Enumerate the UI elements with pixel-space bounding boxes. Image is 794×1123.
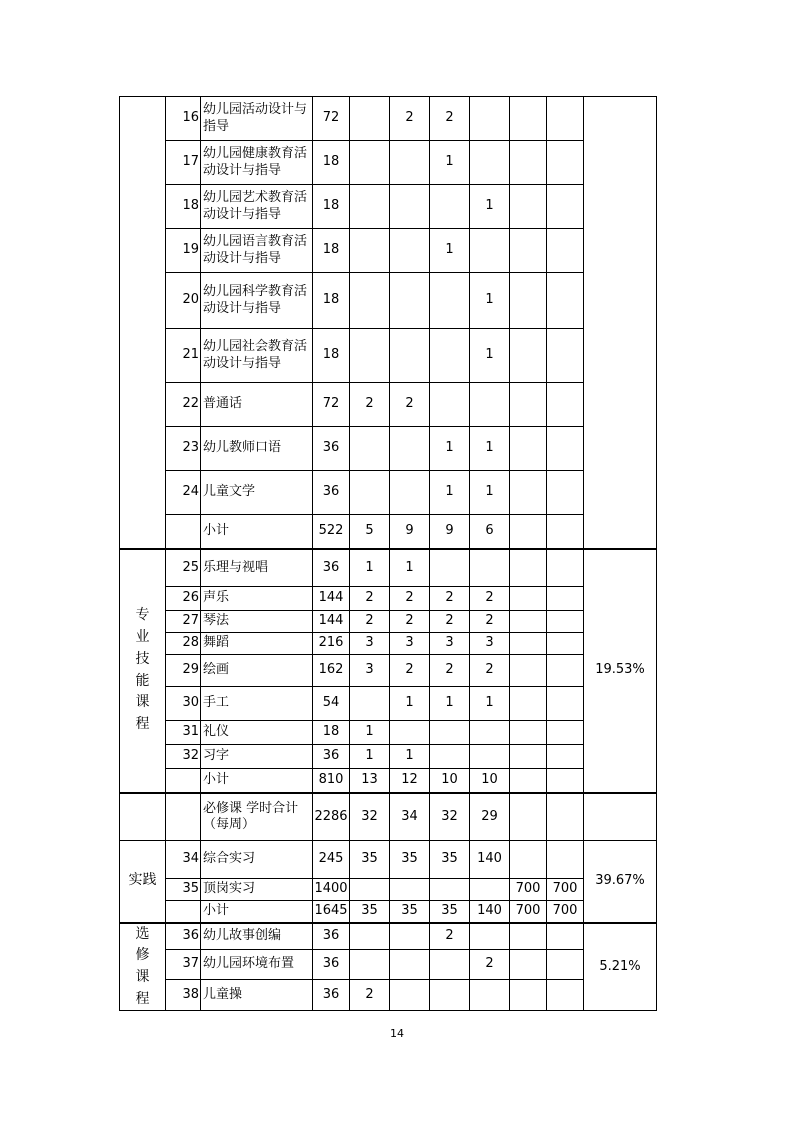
course-number: 35	[166, 879, 201, 901]
semester-hours-s2: 2	[390, 611, 430, 633]
course-number: 29	[166, 655, 201, 687]
semester-hours-s3: 10	[430, 769, 470, 793]
course-hours: 18	[313, 329, 350, 383]
semester-hours-s6	[547, 273, 584, 329]
table-row	[120, 515, 657, 549]
course-name: 综合实习	[201, 841, 313, 879]
semester-hours-s4	[470, 980, 510, 1011]
semester-hours-s4: 2	[470, 587, 510, 611]
semester-hours-s6	[547, 471, 584, 515]
semester-hours-s5	[510, 587, 547, 611]
semester-hours-s5: 700	[510, 879, 547, 901]
percent-cell	[584, 97, 657, 549]
semester-hours-s3: 35	[430, 841, 470, 879]
semester-hours-s6	[547, 427, 584, 471]
semester-hours-s4: 1	[470, 185, 510, 229]
semester-hours-s4: 1	[470, 427, 510, 471]
semester-hours-s2: 2	[390, 587, 430, 611]
table-row	[120, 949, 657, 980]
semester-hours-s4: 1	[470, 687, 510, 721]
semester-hours-s5	[510, 229, 547, 273]
table-row	[120, 549, 657, 587]
semester-hours-s5	[510, 633, 547, 655]
table-row	[120, 745, 657, 769]
course-number: 16	[166, 97, 201, 141]
semester-hours-s6	[547, 587, 584, 611]
semester-hours-s1	[350, 923, 390, 950]
semester-hours-s3	[430, 879, 470, 901]
course-name: 幼儿园社会教育活动设计与指导	[201, 329, 313, 383]
course-hours: 162	[313, 655, 350, 687]
semester-hours-s4	[470, 97, 510, 141]
course-name: 幼儿园艺术教育活动设计与指导	[201, 185, 313, 229]
course-hours: 1645	[313, 901, 350, 923]
required-total-label: 必修课 学时合计（每周）	[201, 793, 313, 841]
required-total-row	[120, 793, 657, 841]
semester-hours-s2: 1	[390, 549, 430, 587]
course-number: 18	[166, 185, 201, 229]
semester-hours-s2	[390, 721, 430, 745]
semester-hours-s1: 1	[350, 721, 390, 745]
semester-hours-s3	[430, 980, 470, 1011]
semester-hours-s2: 2	[390, 97, 430, 141]
course-number: 23	[166, 427, 201, 471]
semester-hours-s1	[350, 879, 390, 901]
semester-hours-s4	[470, 383, 510, 427]
course-name: 普通话	[201, 383, 313, 427]
semester-hours-s6	[547, 549, 584, 587]
required-total-s2: 34	[390, 793, 430, 841]
semester-hours-s3	[430, 549, 470, 587]
semester-hours-s4	[470, 745, 510, 769]
semester-hours-s4	[470, 549, 510, 587]
course-hours: 144	[313, 611, 350, 633]
semester-hours-s2	[390, 229, 430, 273]
semester-hours-s3: 1	[430, 141, 470, 185]
table-row	[120, 721, 657, 745]
semester-hours-s1	[350, 427, 390, 471]
course-hours: 36	[313, 949, 350, 980]
semester-hours-s5	[510, 721, 547, 745]
semester-hours-s6	[547, 769, 584, 793]
semester-hours-s3	[430, 721, 470, 745]
table-row	[120, 427, 657, 471]
course-hours: 18	[313, 721, 350, 745]
course-hours: 36	[313, 549, 350, 587]
course-hours: 36	[313, 427, 350, 471]
semester-hours-s1: 35	[350, 841, 390, 879]
course-hours: 522	[313, 515, 350, 549]
semester-hours-s3	[430, 273, 470, 329]
semester-hours-s6	[547, 655, 584, 687]
page-number: 14	[390, 1027, 404, 1040]
semester-hours-s4	[470, 721, 510, 745]
required-total-s5	[510, 793, 547, 841]
semester-hours-s3: 9	[430, 515, 470, 549]
course-hours: 810	[313, 769, 350, 793]
semester-hours-s4	[470, 229, 510, 273]
semester-hours-s2: 1	[390, 745, 430, 769]
category-cell	[120, 97, 166, 549]
course-name: 儿童文学	[201, 471, 313, 515]
table-row	[120, 97, 657, 141]
course-name: 幼儿园环境布置	[201, 949, 313, 980]
semester-hours-s2	[390, 427, 430, 471]
course-hours: 216	[313, 633, 350, 655]
table-body	[120, 97, 657, 1011]
course-name: 儿童操	[201, 980, 313, 1011]
course-hours: 144	[313, 587, 350, 611]
semester-hours-s4: 140	[470, 901, 510, 923]
semester-hours-s5	[510, 141, 547, 185]
semester-hours-s6	[547, 329, 584, 383]
semester-hours-s1	[350, 185, 390, 229]
course-number: 20	[166, 273, 201, 329]
semester-hours-s5	[510, 611, 547, 633]
required-total-hours: 2286	[313, 793, 350, 841]
semester-hours-s3	[430, 185, 470, 229]
semester-hours-s2	[390, 923, 430, 950]
semester-hours-s2	[390, 980, 430, 1011]
table-row	[120, 923, 657, 950]
semester-hours-s3: 2	[430, 611, 470, 633]
semester-hours-s2	[390, 329, 430, 383]
table-row	[120, 841, 657, 879]
course-hours: 18	[313, 273, 350, 329]
course-number	[166, 901, 201, 923]
course-name: 习字	[201, 745, 313, 769]
course-hours: 18	[313, 229, 350, 273]
semester-hours-s3: 2	[430, 923, 470, 950]
semester-hours-s6	[547, 923, 584, 950]
course-hours: 245	[313, 841, 350, 879]
semester-hours-s1	[350, 229, 390, 273]
percent-practice: 39.67%	[584, 841, 657, 923]
course-name: 声乐	[201, 587, 313, 611]
required-total-s3: 32	[430, 793, 470, 841]
course-number	[166, 515, 201, 549]
course-number: 19	[166, 229, 201, 273]
course-name: 礼仪	[201, 721, 313, 745]
semester-hours-s1: 3	[350, 655, 390, 687]
semester-hours-s5	[510, 97, 547, 141]
semester-hours-s1	[350, 97, 390, 141]
semester-hours-s6	[547, 633, 584, 655]
course-number: 24	[166, 471, 201, 515]
semester-hours-s2	[390, 471, 430, 515]
course-number: 38	[166, 980, 201, 1011]
course-name: 小计	[201, 901, 313, 923]
semester-hours-s3: 3	[430, 633, 470, 655]
semester-hours-s3: 2	[430, 97, 470, 141]
semester-hours-s4: 2	[470, 655, 510, 687]
semester-hours-s6	[547, 980, 584, 1011]
semester-hours-s1: 2	[350, 611, 390, 633]
semester-hours-s3: 1	[430, 229, 470, 273]
course-name: 幼儿故事创编	[201, 923, 313, 950]
semester-hours-s5	[510, 273, 547, 329]
semester-hours-s4	[470, 141, 510, 185]
semester-hours-s5	[510, 980, 547, 1011]
course-name: 绘画	[201, 655, 313, 687]
semester-hours-s5	[510, 383, 547, 427]
semester-hours-s5	[510, 655, 547, 687]
required-category-empty	[120, 793, 166, 841]
semester-hours-s2: 2	[390, 655, 430, 687]
course-number: 32	[166, 745, 201, 769]
semester-hours-s2: 35	[390, 901, 430, 923]
course-number: 28	[166, 633, 201, 655]
semester-hours-s1: 2	[350, 980, 390, 1011]
semester-hours-s2: 1	[390, 687, 430, 721]
course-name: 乐理与视唱	[201, 549, 313, 587]
semester-hours-s4: 1	[470, 471, 510, 515]
semester-hours-s1: 2	[350, 383, 390, 427]
semester-hours-s2	[390, 185, 430, 229]
course-name: 幼儿园健康教育活动设计与指导	[201, 141, 313, 185]
table-row	[120, 329, 657, 383]
semester-hours-s6	[547, 841, 584, 879]
semester-hours-s6	[547, 611, 584, 633]
semester-hours-s3	[430, 329, 470, 383]
table-row	[120, 471, 657, 515]
semester-hours-s2: 9	[390, 515, 430, 549]
table-row	[120, 587, 657, 611]
semester-hours-s6	[547, 687, 584, 721]
course-number: 25	[166, 549, 201, 587]
semester-hours-s6	[547, 949, 584, 980]
course-hours: 54	[313, 687, 350, 721]
course-number: 30	[166, 687, 201, 721]
table-row	[120, 185, 657, 229]
semester-hours-s3	[430, 383, 470, 427]
curriculum-table	[119, 96, 657, 1011]
course-name: 幼儿园语言教育活动设计与指导	[201, 229, 313, 273]
semester-hours-s4: 1	[470, 329, 510, 383]
course-name: 幼儿园科学教育活动设计与指导	[201, 273, 313, 329]
course-number: 37	[166, 949, 201, 980]
semester-hours-s1: 2	[350, 587, 390, 611]
semester-hours-s4: 3	[470, 633, 510, 655]
semester-hours-s1: 5	[350, 515, 390, 549]
semester-hours-s5	[510, 841, 547, 879]
table-row	[120, 611, 657, 633]
semester-hours-s1	[350, 141, 390, 185]
table-row	[120, 383, 657, 427]
table-row	[120, 769, 657, 793]
semester-hours-s6	[547, 515, 584, 549]
semester-hours-s1: 1	[350, 549, 390, 587]
semester-hours-s6: 700	[547, 901, 584, 923]
semester-hours-s3	[430, 745, 470, 769]
semester-hours-s5	[510, 185, 547, 229]
semester-hours-s5	[510, 769, 547, 793]
semester-hours-s3: 1	[430, 687, 470, 721]
semester-hours-s4: 10	[470, 769, 510, 793]
table-row	[120, 655, 657, 687]
table-row	[120, 980, 657, 1011]
percent-professional-skills: 19.53%	[584, 549, 657, 793]
semester-hours-s2: 3	[390, 633, 430, 655]
semester-hours-s6	[547, 97, 584, 141]
course-name: 琴法	[201, 611, 313, 633]
semester-hours-s5	[510, 329, 547, 383]
course-name: 幼儿园活动设计与指导	[201, 97, 313, 141]
semester-hours-s5	[510, 471, 547, 515]
semester-hours-s5	[510, 427, 547, 471]
semester-hours-s6	[547, 721, 584, 745]
course-number	[166, 769, 201, 793]
semester-hours-s3: 2	[430, 587, 470, 611]
table-row	[120, 901, 657, 923]
percent-elective: 5.21%	[584, 923, 657, 1011]
table-row	[120, 879, 657, 901]
semester-hours-s2	[390, 273, 430, 329]
semester-hours-s6	[547, 185, 584, 229]
required-total-s6	[547, 793, 584, 841]
semester-hours-s1: 35	[350, 901, 390, 923]
semester-hours-s2	[390, 879, 430, 901]
course-number: 34	[166, 841, 201, 879]
table-row	[120, 229, 657, 273]
semester-hours-s4: 1	[470, 273, 510, 329]
semester-hours-s2: 2	[390, 383, 430, 427]
course-number: 21	[166, 329, 201, 383]
semester-hours-s1	[350, 687, 390, 721]
category-elective: 选 修 课 程	[120, 923, 166, 1011]
semester-hours-s4	[470, 879, 510, 901]
course-number: 27	[166, 611, 201, 633]
course-hours: 1400	[313, 879, 350, 901]
course-name: 小计	[201, 515, 313, 549]
semester-hours-s1	[350, 273, 390, 329]
required-total-s4: 29	[470, 793, 510, 841]
semester-hours-s5	[510, 515, 547, 549]
semester-hours-s5	[510, 949, 547, 980]
semester-hours-s4	[470, 923, 510, 950]
semester-hours-s6	[547, 141, 584, 185]
semester-hours-s6	[547, 229, 584, 273]
course-number: 22	[166, 383, 201, 427]
course-hours: 72	[313, 97, 350, 141]
required-number-empty	[166, 793, 201, 841]
semester-hours-s6: 700	[547, 879, 584, 901]
required-total-s1: 32	[350, 793, 390, 841]
course-name: 顶岗实习	[201, 879, 313, 901]
course-hours: 72	[313, 383, 350, 427]
course-name: 小计	[201, 769, 313, 793]
semester-hours-s2	[390, 949, 430, 980]
semester-hours-s1	[350, 949, 390, 980]
course-hours: 36	[313, 745, 350, 769]
semester-hours-s4: 2	[470, 949, 510, 980]
course-number: 31	[166, 721, 201, 745]
course-name: 舞蹈	[201, 633, 313, 655]
semester-hours-s3: 2	[430, 655, 470, 687]
semester-hours-s1: 13	[350, 769, 390, 793]
semester-hours-s2: 12	[390, 769, 430, 793]
semester-hours-s6	[547, 383, 584, 427]
semester-hours-s1: 1	[350, 745, 390, 769]
semester-hours-s3	[430, 949, 470, 980]
required-percent-empty	[584, 793, 657, 841]
semester-hours-s3: 1	[430, 427, 470, 471]
semester-hours-s2: 35	[390, 841, 430, 879]
semester-hours-s1	[350, 329, 390, 383]
course-number: 36	[166, 923, 201, 950]
category-professional-skills: 专 业 技 能 课 程	[120, 549, 166, 793]
course-name: 手工	[201, 687, 313, 721]
semester-hours-s4: 2	[470, 611, 510, 633]
course-hours: 36	[313, 923, 350, 950]
semester-hours-s3: 35	[430, 901, 470, 923]
semester-hours-s5: 700	[510, 901, 547, 923]
course-hours: 36	[313, 471, 350, 515]
semester-hours-s5	[510, 687, 547, 721]
semester-hours-s3: 1	[430, 471, 470, 515]
course-name: 幼儿教师口语	[201, 427, 313, 471]
semester-hours-s5	[510, 923, 547, 950]
semester-hours-s6	[547, 745, 584, 769]
table-row	[120, 687, 657, 721]
course-hours: 36	[313, 980, 350, 1011]
category-practice: 实践	[120, 841, 166, 923]
table-row	[120, 633, 657, 655]
semester-hours-s5	[510, 549, 547, 587]
course-number: 17	[166, 141, 201, 185]
semester-hours-s1	[350, 471, 390, 515]
course-hours: 18	[313, 185, 350, 229]
table-row	[120, 141, 657, 185]
course-hours: 18	[313, 141, 350, 185]
semester-hours-s5	[510, 745, 547, 769]
semester-hours-s4: 140	[470, 841, 510, 879]
semester-hours-s4: 6	[470, 515, 510, 549]
semester-hours-s1: 3	[350, 633, 390, 655]
course-number: 26	[166, 587, 201, 611]
semester-hours-s2	[390, 141, 430, 185]
table-row	[120, 273, 657, 329]
